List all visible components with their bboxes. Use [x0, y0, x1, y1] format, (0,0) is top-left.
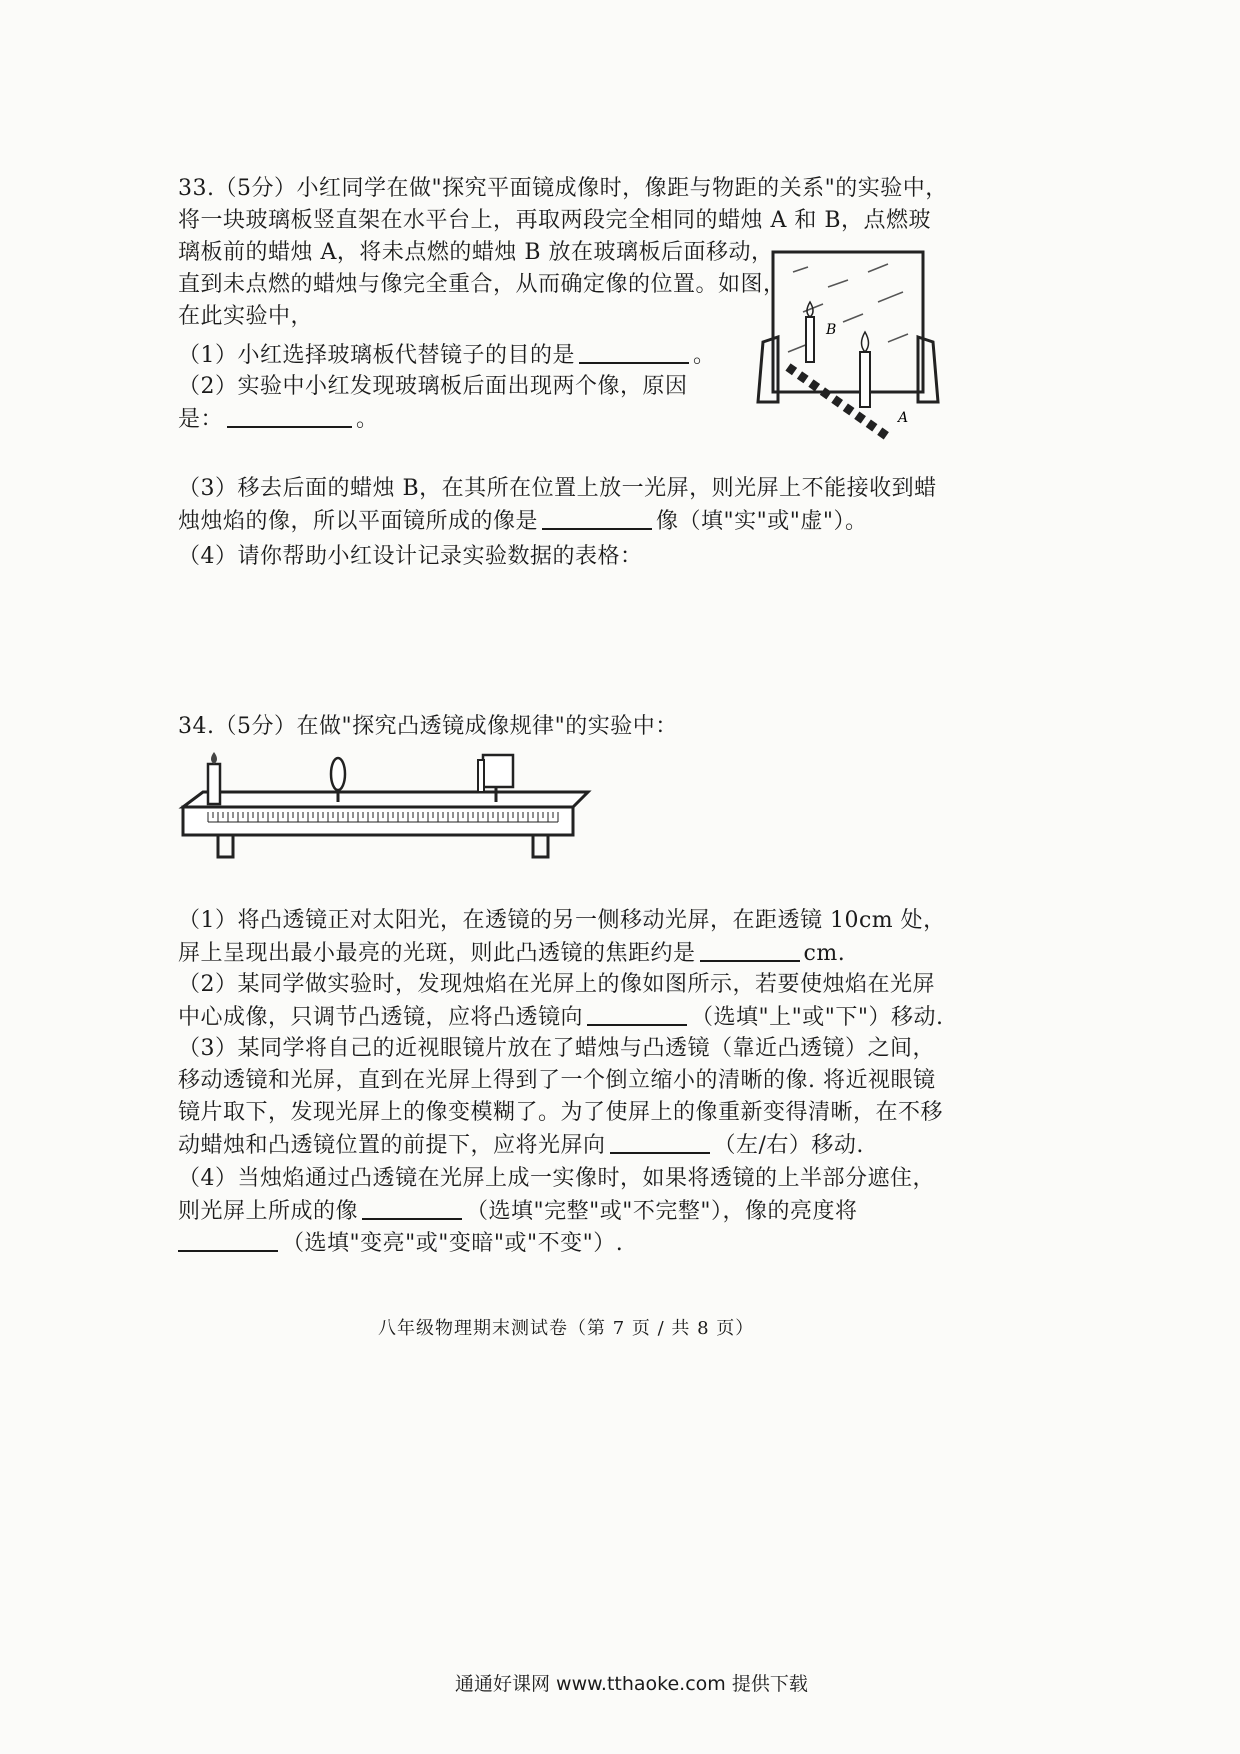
q34-sub-1-unit: cm.: [803, 941, 846, 966]
q33-sub-4: （4）请你帮助小红设计记录实验数据的表格：: [178, 544, 643, 569]
q34-answer-blank-5[interactable]: [178, 1228, 278, 1252]
q34-sub-3-line-2: 移动透镜和光屏，直到在光屏上得到了一个倒立缩小的清晰的像. 将近视眼镜: [178, 1068, 936, 1093]
q33-sub-2-end: 。: [356, 407, 379, 432]
q34-sub-2-cont: [178, 1002, 944, 1033]
q34-line-1: 34.（5分）在做"探究凸透镜成像规律"的实验中：: [178, 714, 678, 739]
q34-sub-2-end: （选填"上"或"下"）移动.: [691, 1005, 944, 1030]
q34-answer-blank-3[interactable]: [610, 1130, 710, 1154]
q34-sub-3-end: （左/右）移动.: [713, 1133, 864, 1158]
q34-answer-blank-1[interactable]: [700, 938, 800, 962]
q34-sub-3-line-4: [178, 1130, 864, 1161]
q33-sub-1: [178, 340, 716, 371]
q34-answer-blank-2[interactable]: [587, 1002, 687, 1026]
q33-sub-3: （3）移去后面的蜡烛 B，在其所在位置上放一光屏，则光屏上不能接收到蜡: [178, 476, 937, 501]
q33-sub-1-text: （1）小红选择玻璃板代替镜子的目的是: [178, 343, 575, 368]
q34-sub-4-end: （选填"变亮"或"变暗"或"不变"）.: [282, 1231, 624, 1256]
q34-sub-1-text: 屏上呈现出最小最亮的光斑，则此凸透镜的焦距约是: [178, 941, 696, 966]
page-footer: 八年级物理期末测试卷（第 7 页 / 共 8 页）: [378, 1318, 755, 1339]
q34-sub-2: （2）某同学做实验时，发现烛焰在光屏上的像如图所示，若要使烛焰在光屏: [178, 972, 935, 997]
q34-sub-2-text: 中心成像，只调节凸透镜，应将凸透镜向: [178, 1005, 584, 1030]
q33-sub-3-text: 烛烛焰的像，所以平面镜所成的像是: [178, 509, 539, 534]
q34-sub-4-line-2: [178, 1196, 858, 1227]
q34-answer-blank-4[interactable]: [362, 1196, 462, 1220]
q33-sub-2-cont: [178, 404, 379, 435]
q33-sub-3-end: 像（填"实"或"虚"）。: [656, 509, 868, 534]
q34-sub-3-text: 动蜡烛和凸透镜位置的前提下，应将光屏向: [178, 1133, 606, 1158]
q33-answer-blank-2[interactable]: [227, 404, 352, 428]
q34-sub-4-text: 则光屏上所成的像: [178, 1199, 359, 1224]
q33-answer-blank-1[interactable]: [579, 340, 689, 364]
q34-sub-4: （4）当烛焰通过凸透镜在光屏上成一实像时，如果将透镜的上半部分遮住，: [178, 1166, 935, 1191]
optical-bench-figure: [178, 752, 598, 872]
q34-sub-1-cont: [178, 938, 845, 969]
q34-sub-3-line-3: 镜片取下，发现光屏上的像变模糊了。为了使屏上的像重新变得清晰，在不移: [178, 1100, 944, 1125]
q33-line-5: 在此实验中，: [178, 304, 314, 329]
q33-sub-2: （2）实验中小红发现玻璃板后面出现两个像，原因: [178, 374, 688, 399]
q34-sub-1: （1）将凸透镜正对太阳光，在透镜的另一侧移动光屏，在距透镜 10cm 处，: [178, 908, 946, 933]
candle-a-label: A: [898, 410, 909, 426]
q33-line-1: 33.（5分）小红同学在做"探究平面镜成像时，像距与物距的关系"的实验中，: [178, 176, 948, 201]
q34-sub-4-line-3: [178, 1228, 623, 1259]
watermark-text: 通通好课网 www.tthaoke.com 提供下载: [455, 1673, 808, 1695]
q33-sub-3-cont: [178, 506, 868, 537]
q33-line-4: 直到未点燃的蜡烛与像完全重合，从而确定像的位置。如图，: [178, 272, 786, 297]
q34-sub-3: （3）某同学将自己的近视眼镜片放在了蜡烛与凸透镜（靠近凸透镜）之间，: [178, 1036, 935, 1061]
candle-b-label: B: [826, 322, 837, 338]
q33-line-2: 将一块玻璃板竖直架在水平台上，再取两段完全相同的蜡烛 A 和 B，点燃玻: [178, 208, 932, 233]
q33-sub-2-prefix: 是：: [178, 407, 224, 432]
plane-mirror-figure: [748, 242, 948, 442]
q34-sub-4-mid: （选填"完整"或"不完整"），像的亮度将: [466, 1199, 858, 1224]
q33-line-3: 璃板前的蜡烛 A，将未点燃的蜡烛 B 放在玻璃板后面移动，: [178, 240, 774, 265]
q33-sub-1-end: 。: [693, 343, 716, 368]
q33-answer-blank-3[interactable]: [542, 506, 652, 530]
